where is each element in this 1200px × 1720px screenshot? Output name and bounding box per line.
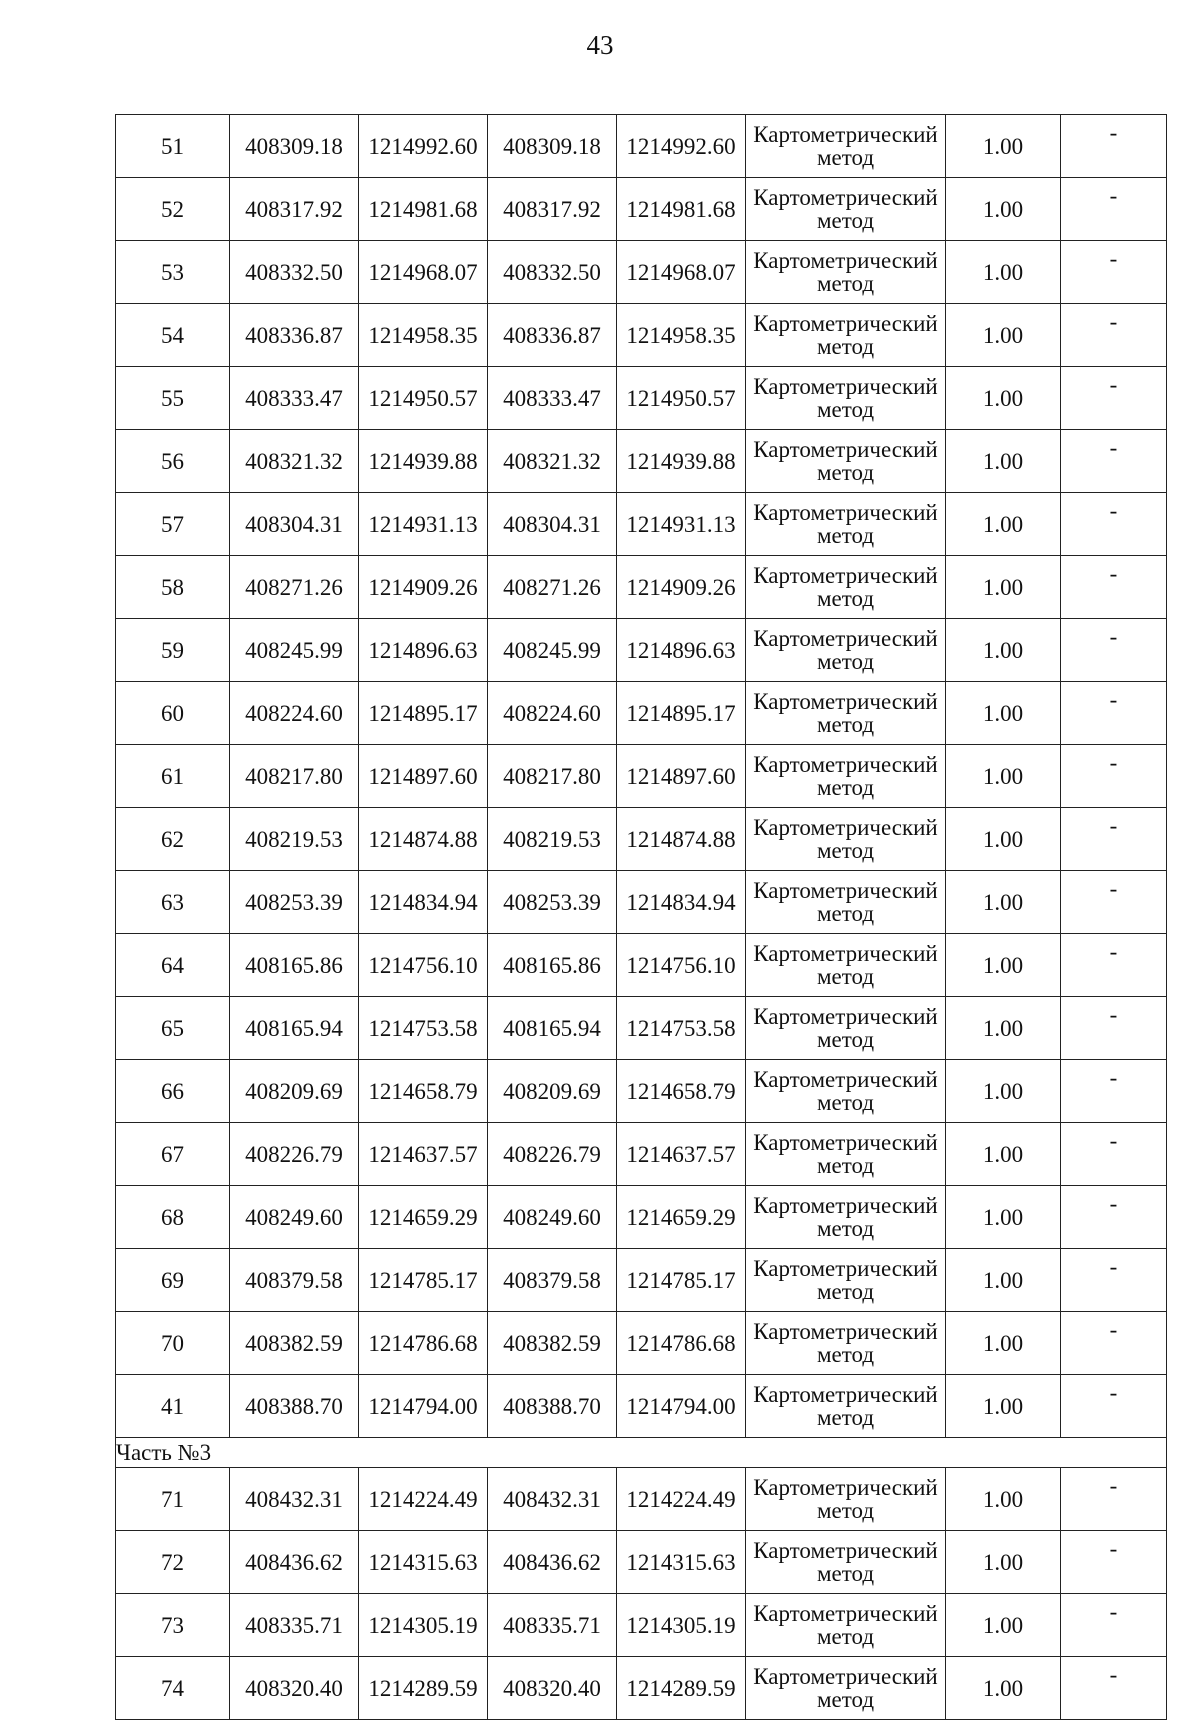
table-row (116, 1123, 1167, 1186)
table-row (116, 1594, 1167, 1657)
coordinates-table (115, 114, 1167, 1720)
x-coordinate: 408165.86 (230, 934, 359, 997)
y-coordinate-2: 1214786.68 (617, 1312, 746, 1375)
method-cell (746, 745, 946, 808)
method-line2: метод (816, 1153, 875, 1178)
accuracy-cell: 1.00 (946, 1060, 1061, 1123)
y-coordinate-2: 1214315.63 (617, 1531, 746, 1594)
point-number: 65 (116, 997, 230, 1060)
x-coordinate-2: 408224.60 (488, 682, 617, 745)
accuracy-cell: 1.00 (946, 1594, 1061, 1657)
y-coordinate: 1214897.60 (359, 745, 488, 808)
method-line2: метод (816, 838, 875, 863)
point-number: 58 (116, 556, 230, 619)
accuracy-cell: 1.00 (946, 1312, 1061, 1375)
accuracy-cell: 1.00 (946, 1375, 1061, 1438)
description-cell: - (1061, 1375, 1167, 1438)
point-number: 69 (116, 1249, 230, 1312)
accuracy-cell: 1.00 (946, 619, 1061, 682)
accuracy-cell: 1.00 (946, 1186, 1061, 1249)
table-body (116, 115, 1167, 1720)
x-coordinate: 408333.47 (230, 367, 359, 430)
point-number: 63 (116, 871, 230, 934)
method-line1: Картометрический (753, 185, 938, 210)
accuracy-cell: 1.00 (946, 304, 1061, 367)
x-coordinate-2: 408271.26 (488, 556, 617, 619)
point-number: 61 (116, 745, 230, 808)
point-number: 56 (116, 430, 230, 493)
y-coordinate: 1214305.19 (359, 1594, 488, 1657)
method-cell (746, 871, 946, 934)
y-coordinate: 1214794.00 (359, 1375, 488, 1438)
y-coordinate: 1214981.68 (359, 178, 488, 241)
y-coordinate: 1214958.35 (359, 304, 488, 367)
table-row (116, 304, 1167, 367)
description-cell: - (1061, 871, 1167, 934)
method-line2: метод (816, 1687, 875, 1712)
accuracy-cell: 1.00 (946, 367, 1061, 430)
point-number: 67 (116, 1123, 230, 1186)
x-coordinate: 408219.53 (230, 808, 359, 871)
x-coordinate-2: 408304.31 (488, 493, 617, 556)
table-row (116, 682, 1167, 745)
method-line2: метод (816, 964, 875, 989)
method-line1: Картометрический (753, 1538, 938, 1563)
description-cell: - (1061, 178, 1167, 241)
method-line2: метод (816, 649, 875, 674)
table-row (116, 1312, 1167, 1375)
method-cell (746, 1657, 946, 1720)
y-coordinate-2: 1214981.68 (617, 178, 746, 241)
y-coordinate-2: 1214756.10 (617, 934, 746, 997)
method-line1: Картометрический (753, 752, 938, 777)
x-coordinate: 408320.40 (230, 1657, 359, 1720)
method-cell (746, 997, 946, 1060)
method-cell (746, 1123, 946, 1186)
method-line2: метод (816, 775, 875, 800)
y-coordinate: 1214992.60 (359, 115, 488, 178)
table-row (116, 1468, 1167, 1531)
method-cell (746, 1060, 946, 1123)
description-cell: - (1061, 304, 1167, 367)
point-number: 57 (116, 493, 230, 556)
method-line2: метод (816, 1561, 875, 1586)
x-coordinate: 408436.62 (230, 1531, 359, 1594)
x-coordinate-2: 408165.86 (488, 934, 617, 997)
description-cell: - (1061, 241, 1167, 304)
method-cell (746, 556, 946, 619)
accuracy-cell: 1.00 (946, 493, 1061, 556)
y-coordinate-2: 1214939.88 (617, 430, 746, 493)
method-line1: Картометрический (753, 1130, 938, 1155)
method-line2: метод (816, 1027, 875, 1052)
method-cell (746, 1312, 946, 1375)
method-line2: метод (816, 1498, 875, 1523)
method-line1: Картометрический (753, 626, 938, 651)
accuracy-cell: 1.00 (946, 115, 1061, 178)
x-coordinate: 408271.26 (230, 556, 359, 619)
method-line1: Картометрический (753, 1004, 938, 1029)
method-line1: Картометрический (753, 941, 938, 966)
y-coordinate: 1214968.07 (359, 241, 488, 304)
x-coordinate: 408217.80 (230, 745, 359, 808)
method-line1: Картометрический (753, 122, 938, 147)
method-line2: метод (816, 1342, 875, 1367)
y-coordinate: 1214315.63 (359, 1531, 488, 1594)
description-cell: - (1061, 430, 1167, 493)
method-cell (746, 1531, 946, 1594)
x-coordinate-2: 408333.47 (488, 367, 617, 430)
method-cell (746, 304, 946, 367)
x-coordinate: 408317.92 (230, 178, 359, 241)
method-line1: Картометрический (753, 437, 938, 462)
x-coordinate-2: 408226.79 (488, 1123, 617, 1186)
description-cell: - (1061, 1594, 1167, 1657)
description-cell: - (1061, 1060, 1167, 1123)
y-coordinate-2: 1214658.79 (617, 1060, 746, 1123)
accuracy-cell: 1.00 (946, 1657, 1061, 1720)
accuracy-cell: 1.00 (946, 997, 1061, 1060)
table-row (116, 1375, 1167, 1438)
point-number: 73 (116, 1594, 230, 1657)
description-cell: - (1061, 934, 1167, 997)
point-number: 66 (116, 1060, 230, 1123)
point-number: 60 (116, 682, 230, 745)
y-coordinate: 1214931.13 (359, 493, 488, 556)
x-coordinate-2: 408217.80 (488, 745, 617, 808)
y-coordinate: 1214874.88 (359, 808, 488, 871)
y-coordinate: 1214756.10 (359, 934, 488, 997)
accuracy-cell: 1.00 (946, 745, 1061, 808)
accuracy-cell: 1.00 (946, 556, 1061, 619)
method-line1: Картометрический (753, 1382, 938, 1407)
y-coordinate-2: 1214834.94 (617, 871, 746, 934)
method-line2: метод (816, 208, 875, 233)
y-coordinate-2: 1214896.63 (617, 619, 746, 682)
x-coordinate-2: 408249.60 (488, 1186, 617, 1249)
y-coordinate: 1214637.57 (359, 1123, 488, 1186)
point-number: 71 (116, 1468, 230, 1531)
point-number: 52 (116, 178, 230, 241)
table-row (116, 1249, 1167, 1312)
y-coordinate-2: 1214992.60 (617, 115, 746, 178)
x-coordinate: 408336.87 (230, 304, 359, 367)
x-coordinate-2: 408382.59 (488, 1312, 617, 1375)
y-coordinate-2: 1214637.57 (617, 1123, 746, 1186)
method-cell (746, 493, 946, 556)
y-coordinate: 1214224.49 (359, 1468, 488, 1531)
y-coordinate: 1214896.63 (359, 619, 488, 682)
point-number: 64 (116, 934, 230, 997)
method-line1: Картометрический (753, 1193, 938, 1218)
y-coordinate: 1214658.79 (359, 1060, 488, 1123)
accuracy-cell: 1.00 (946, 1249, 1061, 1312)
y-coordinate-2: 1214931.13 (617, 493, 746, 556)
method-line2: метод (816, 334, 875, 359)
description-cell: - (1061, 808, 1167, 871)
x-coordinate-2: 408209.69 (488, 1060, 617, 1123)
point-number: 51 (116, 115, 230, 178)
table-row (116, 934, 1167, 997)
description-cell: - (1061, 1123, 1167, 1186)
table-row (116, 556, 1167, 619)
method-cell (746, 1594, 946, 1657)
y-coordinate-2: 1214659.29 (617, 1186, 746, 1249)
method-line1: Картометрический (753, 1256, 938, 1281)
x-coordinate: 408245.99 (230, 619, 359, 682)
y-coordinate-2: 1214794.00 (617, 1375, 746, 1438)
method-line1: Картометрический (753, 1067, 938, 1092)
x-coordinate: 408382.59 (230, 1312, 359, 1375)
x-coordinate-2: 408317.92 (488, 178, 617, 241)
table-row (116, 178, 1167, 241)
method-cell (746, 682, 946, 745)
description-cell: - (1061, 745, 1167, 808)
x-coordinate-2: 408379.58 (488, 1249, 617, 1312)
method-line1: Картометрический (753, 374, 938, 399)
method-line1: Картометрический (753, 563, 938, 588)
y-coordinate: 1214659.29 (359, 1186, 488, 1249)
method-cell (746, 1186, 946, 1249)
x-coordinate: 408335.71 (230, 1594, 359, 1657)
x-coordinate: 408309.18 (230, 115, 359, 178)
method-line1: Картометрический (753, 815, 938, 840)
description-cell: - (1061, 115, 1167, 178)
y-coordinate: 1214753.58 (359, 997, 488, 1060)
accuracy-cell: 1.00 (946, 871, 1061, 934)
description-cell: - (1061, 682, 1167, 745)
method-line1: Картометрический (753, 311, 938, 336)
description-cell: - (1061, 1312, 1167, 1375)
method-cell (746, 934, 946, 997)
method-line2: метод (816, 397, 875, 422)
accuracy-cell: 1.00 (946, 1468, 1061, 1531)
x-coordinate-2: 408335.71 (488, 1594, 617, 1657)
method-line1: Картометрический (753, 1475, 938, 1500)
x-coordinate-2: 408245.99 (488, 619, 617, 682)
method-line2: метод (816, 1405, 875, 1430)
table-row (116, 1531, 1167, 1594)
y-coordinate: 1214785.17 (359, 1249, 488, 1312)
method-line2: метод (816, 523, 875, 548)
table-row (116, 871, 1167, 934)
method-line1: Картометрический (753, 1319, 938, 1344)
method-cell (746, 1249, 946, 1312)
x-coordinate-2: 408309.18 (488, 115, 617, 178)
method-line1: Картометрический (753, 248, 938, 273)
description-cell: - (1061, 1186, 1167, 1249)
x-coordinate-2: 408320.40 (488, 1657, 617, 1720)
y-coordinate-2: 1214897.60 (617, 745, 746, 808)
accuracy-cell: 1.00 (946, 430, 1061, 493)
method-line2: метод (816, 1216, 875, 1241)
table-row (116, 115, 1167, 178)
x-coordinate: 408226.79 (230, 1123, 359, 1186)
y-coordinate: 1214909.26 (359, 556, 488, 619)
table-row (116, 745, 1167, 808)
y-coordinate-2: 1214224.49 (617, 1468, 746, 1531)
x-coordinate-2: 408388.70 (488, 1375, 617, 1438)
method-cell (746, 367, 946, 430)
x-coordinate: 408432.31 (230, 1468, 359, 1531)
point-number: 53 (116, 241, 230, 304)
description-cell: - (1061, 493, 1167, 556)
description-cell: - (1061, 997, 1167, 1060)
point-number: 74 (116, 1657, 230, 1720)
y-coordinate-2: 1214785.17 (617, 1249, 746, 1312)
x-coordinate: 408224.60 (230, 682, 359, 745)
x-coordinate-2: 408436.62 (488, 1531, 617, 1594)
x-coordinate: 408388.70 (230, 1375, 359, 1438)
method-cell (746, 115, 946, 178)
point-number: 72 (116, 1531, 230, 1594)
method-line1: Картометрический (753, 1664, 938, 1689)
point-number: 70 (116, 1312, 230, 1375)
x-coordinate: 408332.50 (230, 241, 359, 304)
accuracy-cell: 1.00 (946, 241, 1061, 304)
y-coordinate-2: 1214305.19 (617, 1594, 746, 1657)
table-row (116, 367, 1167, 430)
y-coordinate: 1214939.88 (359, 430, 488, 493)
table-row (116, 808, 1167, 871)
x-coordinate: 408249.60 (230, 1186, 359, 1249)
table-row (116, 1060, 1167, 1123)
description-cell: - (1061, 1468, 1167, 1531)
accuracy-cell: 1.00 (946, 1531, 1061, 1594)
y-coordinate: 1214834.94 (359, 871, 488, 934)
accuracy-cell: 1.00 (946, 682, 1061, 745)
y-coordinate: 1214950.57 (359, 367, 488, 430)
accuracy-cell: 1.00 (946, 178, 1061, 241)
method-line2: метод (816, 1624, 875, 1649)
method-cell (746, 430, 946, 493)
table-row (116, 493, 1167, 556)
accuracy-cell: 1.00 (946, 808, 1061, 871)
y-coordinate: 1214895.17 (359, 682, 488, 745)
table-row (116, 1186, 1167, 1249)
y-coordinate: 1214786.68 (359, 1312, 488, 1375)
description-cell: - (1061, 367, 1167, 430)
method-line2: метод (816, 145, 875, 170)
x-coordinate: 408209.69 (230, 1060, 359, 1123)
x-coordinate-2: 408332.50 (488, 241, 617, 304)
y-coordinate-2: 1214874.88 (617, 808, 746, 871)
y-coordinate: 1214289.59 (359, 1657, 488, 1720)
point-number: 54 (116, 304, 230, 367)
table-row (116, 1657, 1167, 1720)
method-line2: метод (816, 712, 875, 737)
point-number: 59 (116, 619, 230, 682)
method-cell (746, 178, 946, 241)
x-coordinate-2: 408432.31 (488, 1468, 617, 1531)
section-row (116, 1438, 1167, 1468)
accuracy-cell: 1.00 (946, 1123, 1061, 1186)
point-number: 41 (116, 1375, 230, 1438)
method-cell (746, 619, 946, 682)
table-row (116, 619, 1167, 682)
x-coordinate: 408304.31 (230, 493, 359, 556)
method-cell (746, 1375, 946, 1438)
method-line1: Картометрический (753, 500, 938, 525)
description-cell: - (1061, 1657, 1167, 1720)
y-coordinate-2: 1214753.58 (617, 997, 746, 1060)
x-coordinate: 408379.58 (230, 1249, 359, 1312)
y-coordinate-2: 1214909.26 (617, 556, 746, 619)
method-cell (746, 241, 946, 304)
method-line2: метод (816, 460, 875, 485)
method-line2: метод (816, 1090, 875, 1115)
method-cell (746, 1468, 946, 1531)
table-row (116, 997, 1167, 1060)
y-coordinate-2: 1214968.07 (617, 241, 746, 304)
description-cell: - (1061, 619, 1167, 682)
page-number: 43 (586, 30, 614, 60)
x-coordinate: 408253.39 (230, 871, 359, 934)
x-coordinate-2: 408336.87 (488, 304, 617, 367)
x-coordinate-2: 408165.94 (488, 997, 617, 1060)
method-line1: Картометрический (753, 878, 938, 903)
y-coordinate-2: 1214958.35 (617, 304, 746, 367)
method-line1: Картометрический (753, 689, 938, 714)
point-number: 62 (116, 808, 230, 871)
description-cell: - (1061, 1531, 1167, 1594)
method-line2: метод (816, 1279, 875, 1304)
y-coordinate-2: 1214895.17 (617, 682, 746, 745)
x-coordinate-2: 408253.39 (488, 871, 617, 934)
x-coordinate: 408321.32 (230, 430, 359, 493)
x-coordinate-2: 408219.53 (488, 808, 617, 871)
x-coordinate: 408165.94 (230, 997, 359, 1060)
point-number: 55 (116, 367, 230, 430)
y-coordinate-2: 1214950.57 (617, 367, 746, 430)
method-cell (746, 808, 946, 871)
method-line2: метод (816, 271, 875, 296)
method-line2: метод (816, 901, 875, 926)
section-label: Часть №3 (116, 1438, 1167, 1468)
y-coordinate-2: 1214289.59 (617, 1657, 746, 1720)
point-number: 68 (116, 1186, 230, 1249)
method-line1: Картометрический (753, 1601, 938, 1626)
method-line2: метод (816, 586, 875, 611)
table-row (116, 241, 1167, 304)
description-cell: - (1061, 1249, 1167, 1312)
description-cell: - (1061, 556, 1167, 619)
table-row (116, 430, 1167, 493)
x-coordinate-2: 408321.32 (488, 430, 617, 493)
accuracy-cell: 1.00 (946, 934, 1061, 997)
